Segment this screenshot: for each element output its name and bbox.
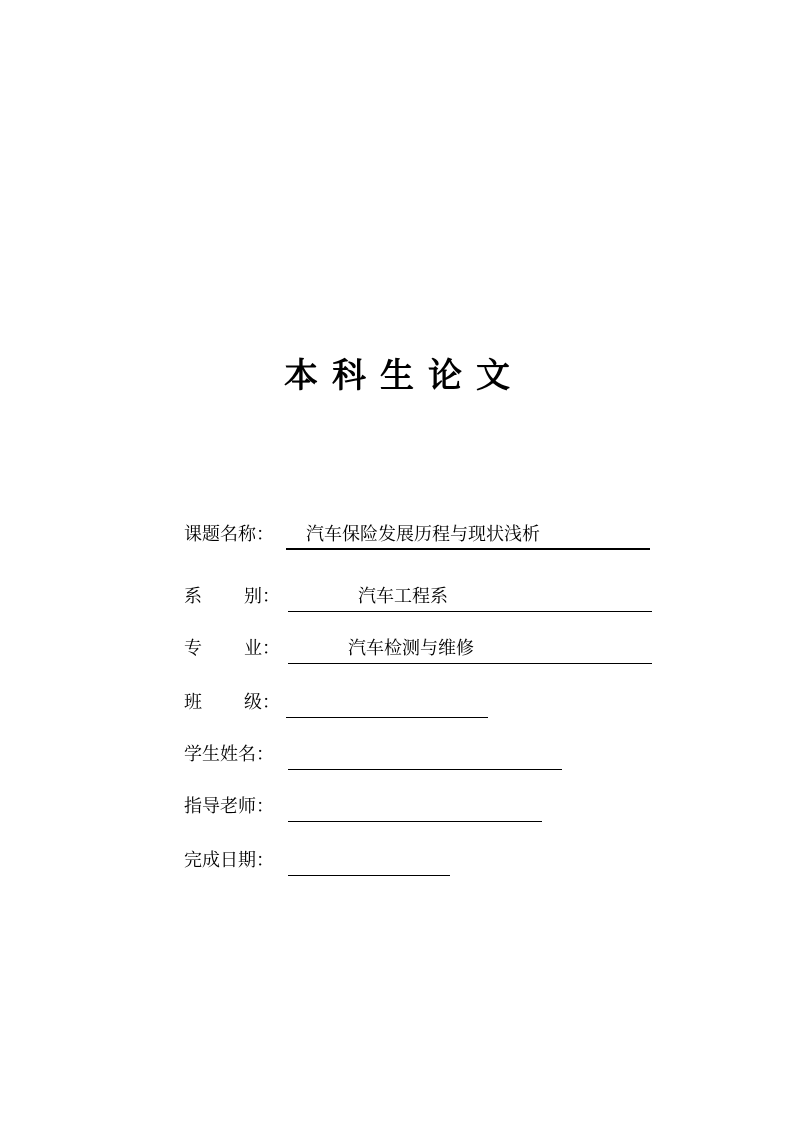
class-label-first: 班 [184,692,202,713]
department-label-second: 别： [244,586,280,607]
student-name-field[interactable] [288,740,562,770]
topic-field[interactable] [286,520,650,550]
department-label-first: 系 [184,586,202,607]
topic-value: 汽车保险发展历程与现状浅析 [306,524,540,545]
department-field[interactable] [288,582,652,612]
completion-date-field[interactable] [288,846,450,876]
major-label-first: 专 [184,638,202,659]
page-title: 本科生论文 [284,356,524,396]
advisor-label: 指导老师： [184,796,274,817]
major-field[interactable] [288,634,652,664]
major-value: 汽车检测与维修 [348,638,474,659]
class-label-second: 级： [244,692,280,713]
class-field[interactable] [286,688,488,718]
major-label-second: 业： [244,638,280,659]
department-value: 汽车工程系 [358,586,448,607]
completion-date-label: 完成日期： [184,850,274,871]
advisor-field[interactable] [288,792,542,822]
student-name-label: 学生姓名： [184,744,274,765]
topic-label: 课题名称： [184,524,274,545]
